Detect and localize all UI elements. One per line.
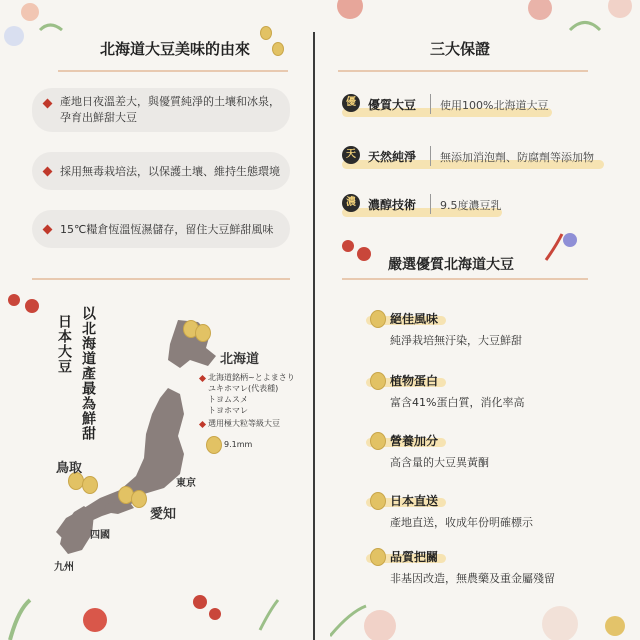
map-note-box	[200, 372, 300, 434]
guarantee-1-desc: 使用100%北海道大豆	[440, 99, 549, 112]
map-note-2: 選用極大粒等級大豆	[208, 419, 280, 428]
column-divider	[313, 32, 315, 640]
map-label-tottori: 鳥取	[56, 461, 83, 476]
flower-decoration-top-middle	[325, 0, 375, 28]
feature-5-desc: 非基因改造，無農藥及重金屬殘留	[390, 572, 555, 585]
right-section-title: 三大保證	[429, 40, 490, 58]
bean-icon	[260, 26, 272, 40]
guarantee-2-desc: 無添加消泡劑、防腐劑等添加物	[440, 151, 594, 164]
japan-map	[28, 310, 228, 580]
feature-2-desc: 富含41%蛋白質，消化率高	[390, 396, 525, 409]
guarantee-separator	[430, 94, 439, 114]
bean-icon	[370, 372, 386, 390]
bean-icon	[272, 42, 284, 56]
feature-4-desc: 產地直送，收成年份明確標示	[390, 516, 533, 529]
map-note-1-line1: 北海道銘柄~とよまさり	[208, 373, 295, 382]
guarantee-1-title: 優質大豆	[368, 98, 417, 112]
section2-title: 嚴選優質北海道大豆	[388, 257, 514, 273]
feature-2-title: 植物蛋白	[390, 374, 439, 388]
bean-icon-aichi	[131, 490, 147, 508]
map-label-shikoku: 四國	[90, 530, 110, 541]
bean-size-icon	[206, 436, 222, 454]
section2-underline	[342, 278, 588, 280]
guarantee-3-icon: 濃	[342, 194, 360, 212]
guarantee-3-desc: 9.5度濃豆乳	[440, 199, 502, 212]
bullet-icon	[199, 375, 206, 382]
right-title-underline	[338, 70, 588, 72]
bean-icon	[370, 310, 386, 328]
map-label-hokkaido: 北海道	[220, 352, 260, 367]
bean-icon	[370, 432, 386, 450]
left-section-title: 北海道大豆美味的由來	[99, 40, 250, 58]
guarantee-1-icon: 優	[342, 94, 360, 112]
guarantee-3-title: 濃醇技術	[368, 198, 417, 212]
guarantee-separator	[430, 194, 439, 214]
map-vertical-title-1: 以北海道產最為鮮甜	[80, 306, 96, 441]
map-note-1-line3: トヨムスメ	[208, 395, 248, 404]
guarantee-2-title: 天然純淨	[368, 150, 417, 164]
flower-decoration-right-mid	[338, 234, 378, 264]
left-point-3-text: 15℃糧倉恆溫恆濕儲存，留住大豆鮮甜風味	[60, 223, 274, 236]
map-note-1-line2: ユキホマレ(代表種)	[208, 384, 279, 393]
bean-icon-tottori	[82, 476, 98, 494]
left-point-1-line2: 孕育出鮮甜大豆	[60, 111, 137, 124]
guarantee-separator	[430, 146, 439, 166]
flower-decoration-bottom-left	[0, 590, 300, 640]
left-point-2-text: 採用無毒栽培法，以保護土壤、維持生態環境	[60, 165, 280, 178]
bean-icon	[370, 492, 386, 510]
map-label-tokyo: 東京	[176, 478, 196, 489]
bullet-icon	[199, 421, 206, 428]
map-bean-size: 9.1mm	[224, 440, 253, 449]
left-section-separator	[32, 278, 290, 280]
bean-icon	[370, 548, 386, 566]
bean-icon-hokkaido	[195, 324, 211, 342]
feature-1-title: 絕佳風味	[390, 312, 439, 326]
left-title-underline	[58, 70, 288, 72]
flower-decoration-right-mid-2	[540, 226, 584, 266]
map-note-1-line4: トヨホマレ	[208, 406, 248, 415]
feature-3-title: 營養加分	[390, 434, 439, 448]
left-point-1-line1: 產地日夜溫差大，與優質純淨的土壤和冰泉，	[60, 95, 280, 108]
map-label-kyushu: 九州	[54, 562, 74, 573]
map-label-aichi: 愛知	[150, 507, 177, 522]
feature-1-desc: 純淨栽培無汙染，大豆鮮甜	[390, 334, 522, 347]
feature-3-desc: 高含量的大豆異黃酮	[390, 456, 489, 469]
feature-5-title: 品質把關	[390, 550, 439, 564]
flower-decoration-bottom-right	[330, 596, 640, 640]
feature-4-title: 日本直送	[390, 494, 439, 508]
guarantee-2-icon: 天	[342, 146, 360, 164]
map-vertical-title-2: 日本大豆	[56, 314, 72, 374]
